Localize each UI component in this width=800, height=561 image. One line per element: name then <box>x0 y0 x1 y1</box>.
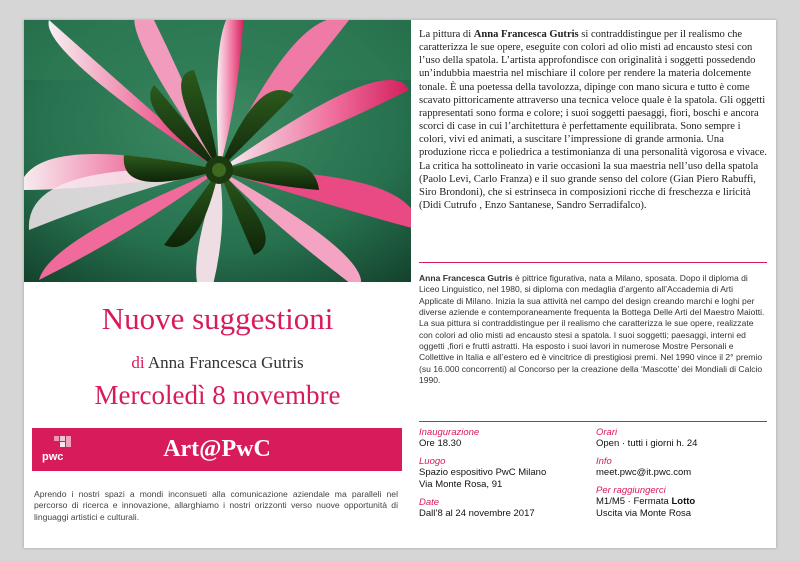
info-value: Via Monte Rosa, 91 <box>419 479 503 490</box>
info-label: Info <box>596 456 612 467</box>
event-date-heading: Mercoledì 8 novembre <box>94 380 341 410</box>
exhibition-title: Nuove suggestioni <box>101 301 334 336</box>
artist-name: Anna Francesca Gutris <box>147 353 304 372</box>
event-info-column-2 <box>596 424 764 520</box>
info-value: M1/M5 · Fermata Lotto <box>596 496 696 507</box>
info-value: Open · tutti i giorni h. 24 <box>596 438 698 449</box>
artist-byline <box>24 353 411 373</box>
info-value: Ore 18.30 <box>419 438 462 449</box>
flower-painting-image <box>24 20 411 282</box>
flower-painting <box>24 20 411 282</box>
info-label: Orari <box>596 427 618 438</box>
info-label: Per raggiungerci <box>596 485 666 496</box>
critical-presentation <box>419 28 767 212</box>
info-value: meet.pwc@it.pwc.com <box>596 467 692 478</box>
biography-text-run: Anna Francesca Gutris <box>419 273 513 283</box>
byline-prefix: di <box>131 353 145 372</box>
info-label: Luogo <box>419 456 446 467</box>
company-statement: Aprendo i nostri spazi a mondi inconsueti alla comunicazione aziendale ma paralleli nel percorso di ricerca e innovazione, allarghiamo i nostri orizzonti verso nuove opportunità di linguaggi artistici e culturali. <box>34 489 398 522</box>
presentation-text-run: si contraddistingue per il realismo che caratterizza le sue opere, eseguite con colori ad olio misti ad encausto stesi con l’uso della spatola. L’artista approfondisce con originalità i soggetti possedendo un’indubbia maestria nel mischiare il colore per rendere la materia dolcemente tonale. È una poetessa della tavolozza, dipinge con mano sicura e tutto è come scavato pittoricamente attraverso una tecnica veloce quale è la spatola. Gli oggetti rappresentati sono forma e colore; i suoi soggetti paesaggi, fiori, boschi e ancora scorci di case in cui l’architettura è perfettamente equilibrata. Sono sempre i colori, vivi ed animati, a suscitare l’impressione di grande armonia. Una produzione ricca e poliedrica a testimonianza di una personalità vigorosa e vivace. La critica ha sottolineato in varie occasioni la sua maestria nell’uso della spatola (Paolo Levi, Carlo Franza) e il suo grande senso del colore (Gian Piero Rabuffi, Siro Brondoni), che si estrinseca in composizioni ricche di freschezza e liricità (Didi Cutrufo , Enzo Santanese, Sandro Serradifalco). <box>419 29 767 212</box>
art-pwc-banner <box>32 428 402 471</box>
art-pwc-title: Art@PwC <box>163 436 271 462</box>
info-label: Inaugurazione <box>419 427 480 438</box>
right-panel <box>411 20 776 548</box>
presentation-text-run: Anna Francesca Gutris <box>473 29 579 40</box>
invitation-card <box>24 20 776 548</box>
presentation-text-run: La pittura di <box>419 29 474 40</box>
svg-text:pwc: pwc <box>42 451 64 463</box>
section-divider <box>419 262 767 263</box>
info-value: Dall’8 al 24 novembre 2017 <box>419 508 535 519</box>
left-panel <box>24 20 411 548</box>
info-divider <box>419 421 767 422</box>
biography-text-run: è pittrice figurativa, nata a Milano, sposata. Dopo il diploma di Liceo Linguistico, nel 1980, si diploma con medaglia d’argento all’Accademia di Arti Applicate di Milano. Inizia la sua attività nel campo del design creando marchi e loghi per diverse aziende e contemporaneamente frequenta la Bottega Delle Arti del Maestro Maiotti. La sua pittura si contraddistingue per il realismo che caratterizza le sue opere, realizzate con colori ad olio misti ad encausto stesi a spatola. I suoi soggetti; paesaggi, interni ed oggetti ,fiori e frutti astratti. Ha esposto i suoi lavori in numerose Mostre Personali e Collettive in Italia e all’estero ed è vincitrice di prestigiosi premi. Nel 1990 vince il 2° premio (su 16.000 concorrenti) al Concorso per la creazione della ‘Mascotte’ dei Mondiali di Calcio 1990. <box>419 273 765 386</box>
info-label: Date <box>419 497 440 508</box>
artist-biography <box>419 273 769 386</box>
info-value: Uscita via Monte Rosa <box>596 508 692 519</box>
event-info-column-1 <box>419 424 587 520</box>
info-value: Spazio espositivo PwC Milano <box>419 467 547 478</box>
